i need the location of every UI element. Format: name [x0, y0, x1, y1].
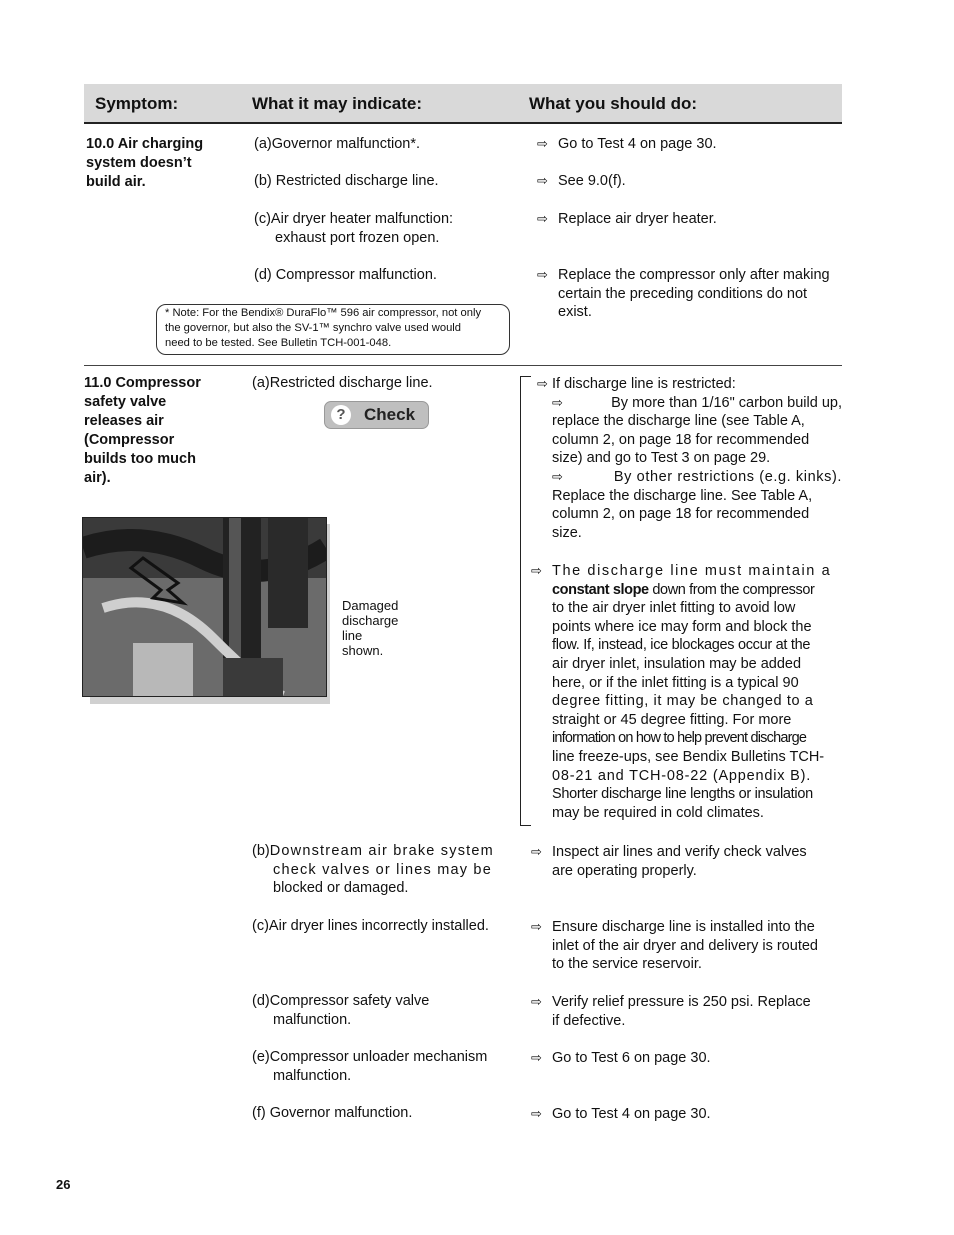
symptom-line: build air.	[86, 174, 146, 190]
action-line: exist.	[558, 304, 592, 321]
item-label: (c)	[254, 211, 271, 227]
hollow-right-arrow-icon: ⇨	[531, 1106, 542, 1121]
item-text: Restricted discharge line.	[269, 375, 433, 391]
action-line: Ensure discharge line is installed into the	[552, 919, 815, 935]
item-text: Air dryer lines incorrectly installed.	[268, 918, 489, 934]
check-button[interactable]	[324, 401, 429, 429]
item-text: Governor malfunction*.	[271, 136, 421, 152]
action-11a	[552, 375, 842, 542]
action-line: information on how to help prevent discharge	[552, 730, 807, 747]
action-line: Inspect air lines and verify check valves	[552, 844, 807, 860]
item-text: malfunction.	[273, 1011, 352, 1028]
footnote-box	[156, 304, 510, 355]
cause-10b	[254, 172, 439, 191]
symptom-line: builds too much	[84, 451, 196, 467]
action-line: degree fitting, it may be changed to a	[552, 693, 814, 710]
action-line: Replace the compressor only after making	[558, 267, 830, 283]
hollow-right-arrow-icon: ⇨	[537, 136, 548, 151]
action-line: if defective.	[552, 1012, 626, 1029]
symptom-line: safety valve	[84, 394, 167, 410]
action-line: Replace the discharge line. See Table A,	[552, 487, 813, 504]
item-text: Air dryer heater malfunction:	[270, 211, 454, 227]
action-line: column 2, on page 18 for recommended	[552, 506, 810, 523]
action-line: are operating properly.	[552, 862, 697, 879]
symptom-line: air).	[84, 470, 111, 486]
item-text: exhaust port frozen open.	[275, 229, 440, 246]
emphasis: constant slope	[552, 581, 649, 598]
item-label: (d)	[252, 993, 270, 1009]
action-line: column 2, on page 18 for recommended	[552, 431, 810, 448]
action-line: Shorter discharge line lengths or insulation	[552, 786, 813, 803]
item-text: Compressor safety valve	[269, 993, 430, 1009]
item-label: (a)	[252, 375, 270, 391]
action-line: line freeze-ups, see Bendix Bulletins TCH-	[552, 748, 825, 765]
item-label: (d)	[254, 267, 272, 283]
action-11a-slope	[552, 562, 842, 822]
action-line-text: By other restrictions (e.g. kinks).	[613, 468, 842, 485]
note-line: * Note: For the Bendix® DuraFlo™ 596 air compressor, not only	[165, 307, 482, 319]
action-line: inlet of the air dryer and delivery is routed	[552, 937, 818, 954]
action-line: flow. If, instead, ice blockages occur at the	[552, 637, 811, 654]
cause-10d	[254, 266, 437, 285]
action-line	[552, 394, 842, 413]
note-line: the governor, but also the SV-1™ synchro valve used would	[165, 322, 462, 334]
hollow-right-arrow-icon: ⇨	[537, 173, 548, 188]
action-bracket	[520, 376, 531, 826]
action-11f: Go to Test 4 on page 30.	[552, 1106, 711, 1122]
item-text: Compressor malfunction.	[275, 267, 437, 283]
cause-10a	[254, 135, 420, 154]
hollow-right-arrow-icon: ⇨	[531, 919, 542, 934]
page-number: 26	[56, 1177, 71, 1192]
caption-line: Damaged	[342, 598, 399, 613]
hollow-right-arrow-icon: ⇨	[531, 563, 542, 578]
cause-11d	[252, 992, 429, 1029]
cause-11e	[252, 1048, 487, 1085]
item-label: (b)	[252, 843, 270, 859]
action-line: may be required in cold climates.	[552, 804, 764, 821]
action-line: certain the preceding conditions do not	[558, 285, 808, 302]
cause-11a	[252, 374, 433, 393]
action-line: to the air dryer inlet fitting to avoid low	[552, 600, 796, 617]
header-symptom: Symptom:	[95, 94, 179, 113]
action-11b	[552, 843, 842, 880]
caption-line: shown.	[342, 643, 384, 658]
action-line: air dryer inlet, insulation may be added	[552, 655, 802, 672]
action-line	[552, 468, 842, 487]
section-divider	[84, 365, 842, 366]
action-line: points where ice may form and block the	[552, 618, 812, 635]
item-label: (f)	[252, 1105, 266, 1121]
hollow-right-arrow-icon: ⇨	[531, 1050, 542, 1065]
action-line: size.	[552, 524, 582, 541]
header-indicate: What it may indicate:	[252, 94, 423, 113]
item-text: Downstream air brake system	[269, 843, 494, 859]
item-label: (a)	[254, 136, 272, 152]
hollow-right-arrow-icon: ⇨	[552, 468, 563, 484]
cause-11c	[252, 917, 489, 936]
symptom-line: (Compressor	[84, 432, 175, 448]
note-line: need to be tested. See Bulletin TCH-001-048.	[165, 337, 392, 349]
action-10c: Replace air dryer heater.	[558, 211, 717, 227]
symptom-line: 10.0 Air charging	[86, 136, 204, 152]
item-text: malfunction.	[273, 1067, 352, 1084]
action-11e: Go to Test 6 on page 30.	[552, 1050, 711, 1066]
action-line: size) and go to Test 3 on page 29.	[552, 450, 771, 467]
symptom-line: system doesn’t	[86, 155, 192, 171]
symptom-line: 11.0 Compressor	[84, 375, 201, 391]
photo-caption	[342, 598, 398, 658]
item-text: Restricted discharge line.	[275, 173, 439, 189]
cause-11f	[252, 1104, 412, 1123]
item-label: (c)	[252, 918, 269, 934]
action-10b: See 9.0(f).	[558, 173, 626, 189]
action-line	[552, 581, 842, 600]
symptom-11	[84, 374, 201, 488]
caption-line: discharge	[342, 613, 399, 628]
symptom-line: releases air	[84, 413, 164, 429]
action-line: The discharge line must maintain a	[552, 563, 832, 579]
item-label: (e)	[252, 1049, 270, 1065]
item-text: check valves or lines may be	[273, 861, 492, 878]
action-line: 08-21 and TCH-08-22 (Appendix B).	[552, 767, 812, 784]
symptom-10	[86, 135, 203, 192]
check-label: Check	[364, 405, 416, 424]
table-header	[84, 84, 842, 124]
action-line: If discharge line is restricted:	[552, 376, 736, 392]
item-text: blocked or damaged.	[273, 880, 409, 897]
action-11c	[552, 918, 847, 974]
hollow-right-arrow-icon: ⇨	[537, 376, 548, 391]
cause-11b	[252, 842, 512, 898]
hollow-right-arrow-icon: ⇨	[531, 844, 542, 859]
item-label: (b)	[254, 173, 272, 189]
action-line: straight or 45 degree fitting. For more	[552, 711, 792, 728]
action-10a: Go to Test 4 on page 30.	[558, 136, 717, 152]
hollow-right-arrow-icon: ⇨	[537, 267, 548, 282]
action-line: to the service reservoir.	[552, 956, 702, 973]
action-line: Verify relief pressure is 250 psi. Replace	[552, 994, 811, 1010]
action-10d	[558, 266, 848, 322]
question-icon: ?	[331, 405, 351, 425]
damaged-discharge-line-photo	[82, 517, 327, 697]
caption-line: line	[342, 628, 363, 643]
action-11d	[552, 993, 847, 1030]
action-line: replace the discharge line (see Table A,	[552, 413, 805, 430]
action-line: here, or if the inlet fitting is a typical 90	[552, 674, 799, 691]
action-line-text: By more than 1/16" carbon build up,	[611, 394, 842, 411]
hollow-right-arrow-icon: ⇨	[552, 394, 563, 410]
hollow-right-arrow-icon: ⇨	[537, 211, 548, 226]
header-todo: What you should do:	[529, 94, 698, 113]
hollow-right-arrow-icon: ⇨	[531, 994, 542, 1009]
item-text: Governor malfunction.	[269, 1105, 413, 1121]
cause-10c	[254, 210, 453, 247]
action-line-text: down from the compressor	[652, 581, 815, 598]
item-text: Compressor unloader mechanism	[269, 1049, 488, 1065]
